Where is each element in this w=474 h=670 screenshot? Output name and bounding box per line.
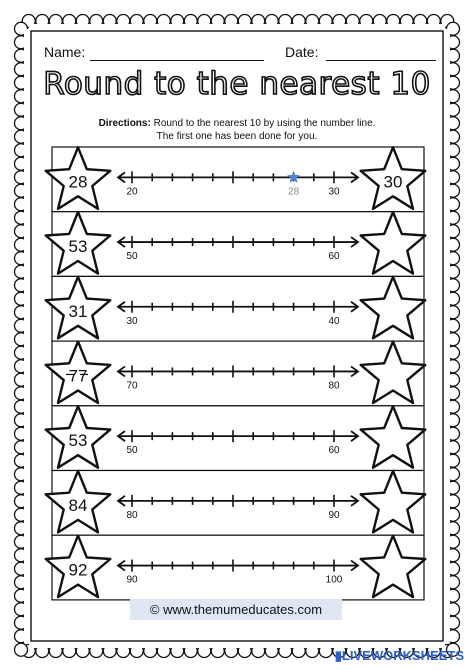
- problem-row: [46, 535, 426, 600]
- range-high-label: 60: [328, 251, 340, 263]
- range-high-label: 60: [328, 445, 340, 457]
- marker-label: 28: [288, 186, 300, 198]
- problem-number: 28: [68, 172, 88, 192]
- problem-number: 53: [68, 237, 88, 257]
- copyright-credit: © www.themumeducates.com: [130, 599, 342, 620]
- problem-number: 77: [68, 366, 88, 386]
- problem-row: [46, 341, 426, 406]
- liveworksheets-logo-icon: ▮: [334, 648, 342, 663]
- range-low-label: 70: [126, 380, 138, 392]
- range-low-label: 30: [126, 315, 138, 327]
- range-high-label: 100: [325, 574, 343, 586]
- date-label: Date:: [285, 44, 319, 60]
- problem-number: 84: [68, 495, 88, 515]
- brand-badge: [335, 648, 464, 664]
- range-high-label: 80: [328, 380, 340, 392]
- range-high-label: 40: [328, 315, 340, 327]
- row-box: [52, 212, 424, 277]
- range-high-label: 90: [328, 509, 340, 521]
- directions-label: Directions:: [98, 118, 151, 129]
- directions-line-2: The first one has been done for you.: [156, 131, 318, 142]
- range-low-label: 90: [126, 574, 138, 586]
- row-box: [52, 471, 424, 536]
- range-low-label: 50: [126, 251, 138, 263]
- range-low-label: 80: [126, 509, 138, 521]
- page-title: Round to the nearest 10: [43, 66, 431, 102]
- problem-number: 53: [68, 431, 88, 451]
- range-high-label: 30: [328, 186, 340, 198]
- row-box: [52, 276, 424, 341]
- answer-value: 30: [383, 172, 403, 192]
- brand-text: LIVEWORKSHEETS: [341, 648, 464, 663]
- problem-row: [46, 471, 426, 536]
- problem-row: [46, 276, 426, 341]
- problem-row: [46, 406, 426, 471]
- row-box: [52, 341, 424, 406]
- problem-row: [46, 212, 426, 277]
- problem-number: 31: [68, 301, 88, 321]
- problem-row: [46, 147, 426, 212]
- range-low-label: 50: [126, 445, 138, 457]
- name-label: Name:: [44, 44, 86, 60]
- directions-text: Round to the nearest 10 by using the number line.: [150, 118, 376, 129]
- row-box: [52, 147, 424, 212]
- range-low-label: 20: [126, 186, 138, 198]
- row-box: [52, 406, 424, 471]
- problem-number: 92: [68, 560, 88, 580]
- row-box: [52, 535, 424, 600]
